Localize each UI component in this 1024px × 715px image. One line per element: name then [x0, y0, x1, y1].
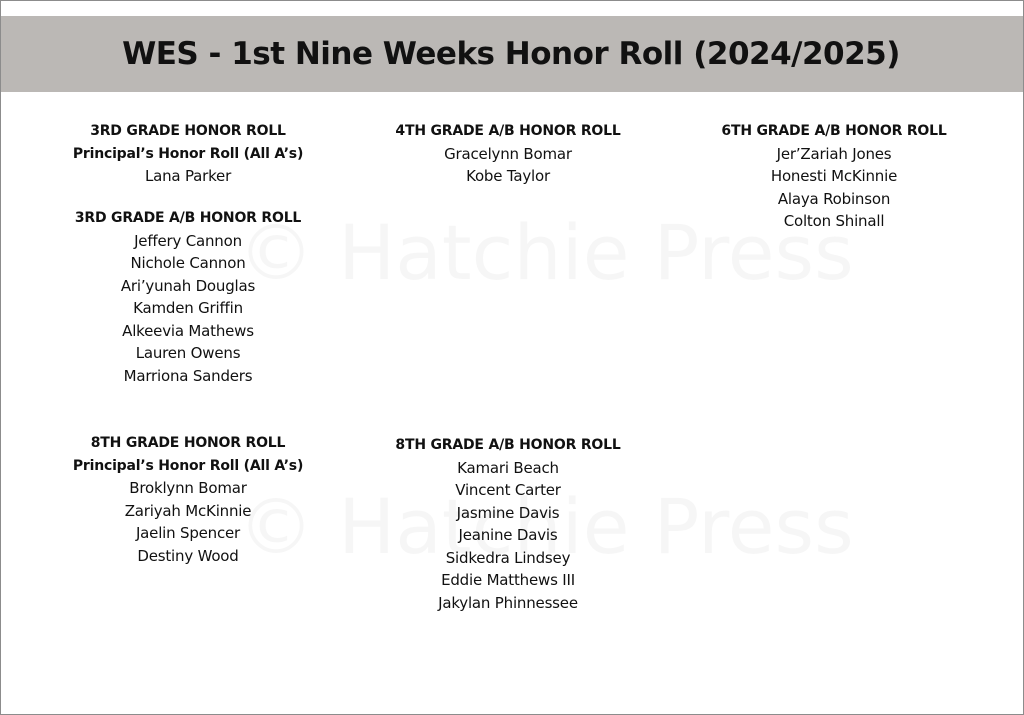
section-heading: 8TH GRADE A/B HONOR ROLL	[395, 437, 621, 453]
student-name: Zariyah McKinnie	[124, 501, 252, 520]
student-name: Colton Shinall	[783, 212, 885, 230]
student-name: Jakylan Phinnessee	[438, 593, 578, 612]
student-name: Nichole Cannon	[130, 254, 246, 272]
student-name: Alaya Robinson	[777, 189, 891, 208]
section-heading: 6TH GRADE A/B HONOR ROLL	[721, 123, 947, 139]
section-heading: 3RD GRADE A/B HONOR ROLL	[74, 210, 302, 226]
section-heading: 4TH GRADE A/B HONOR ROLL	[395, 123, 621, 139]
student-name: Jeffery Cannon	[134, 231, 242, 250]
name-list	[38, 230, 338, 388]
student-name: Kamden Griffin	[133, 299, 243, 317]
student-name: Lana Parker	[144, 167, 232, 185]
section-8th-grade-honor-roll	[38, 432, 338, 567]
student-name: Broklynn Bomar	[129, 479, 247, 497]
name-list	[38, 477, 338, 567]
student-name: Gracelynn Bomar	[444, 144, 572, 163]
student-name: Vincent Carter	[455, 481, 561, 499]
student-name: Lauren Owens	[135, 344, 241, 362]
section-subheading: Principal’s Honor Roll (All A’s)	[72, 457, 304, 474]
student-name: Jaelin Spencer	[135, 524, 241, 542]
section-4th-grade-ab-honor-roll	[358, 120, 658, 188]
name-list	[684, 143, 984, 233]
student-name: Destiny Wood	[137, 546, 239, 565]
name-list	[358, 457, 658, 615]
student-name: Honesti McKinnie	[770, 167, 898, 185]
section-3rd-grade-ab-honor-roll	[38, 207, 338, 387]
section-heading: 3RD GRADE HONOR ROLL	[90, 123, 286, 139]
student-name: Alkeevia Mathews	[122, 321, 254, 340]
page-title: WES - 1st Nine Weeks Honor Roll (2024/2025)	[122, 36, 900, 72]
student-name: Kobe Taylor	[466, 167, 550, 185]
section-8th-grade-ab-honor-roll	[358, 434, 658, 614]
student-name: Jer’Zariah Jones	[776, 144, 892, 163]
student-name: Kamari Beach	[457, 458, 559, 477]
name-list	[358, 143, 658, 188]
section-6th-grade-ab-honor-roll	[684, 120, 984, 233]
name-list	[38, 165, 338, 188]
section-subheading: Principal’s Honor Roll (All A’s)	[72, 145, 304, 162]
student-name: Sidkedra Lindsey	[445, 548, 571, 567]
student-name: Eddie Matthews III	[441, 571, 575, 589]
student-name: Jeanine Davis	[458, 526, 558, 544]
student-name: Ari’yunah Douglas	[120, 276, 256, 295]
student-name: Jasmine Davis	[456, 503, 560, 522]
section-3rd-grade-honor-roll	[38, 120, 338, 188]
student-name: Marriona Sanders	[123, 366, 253, 385]
section-heading: 8TH GRADE HONOR ROLL	[90, 435, 286, 451]
